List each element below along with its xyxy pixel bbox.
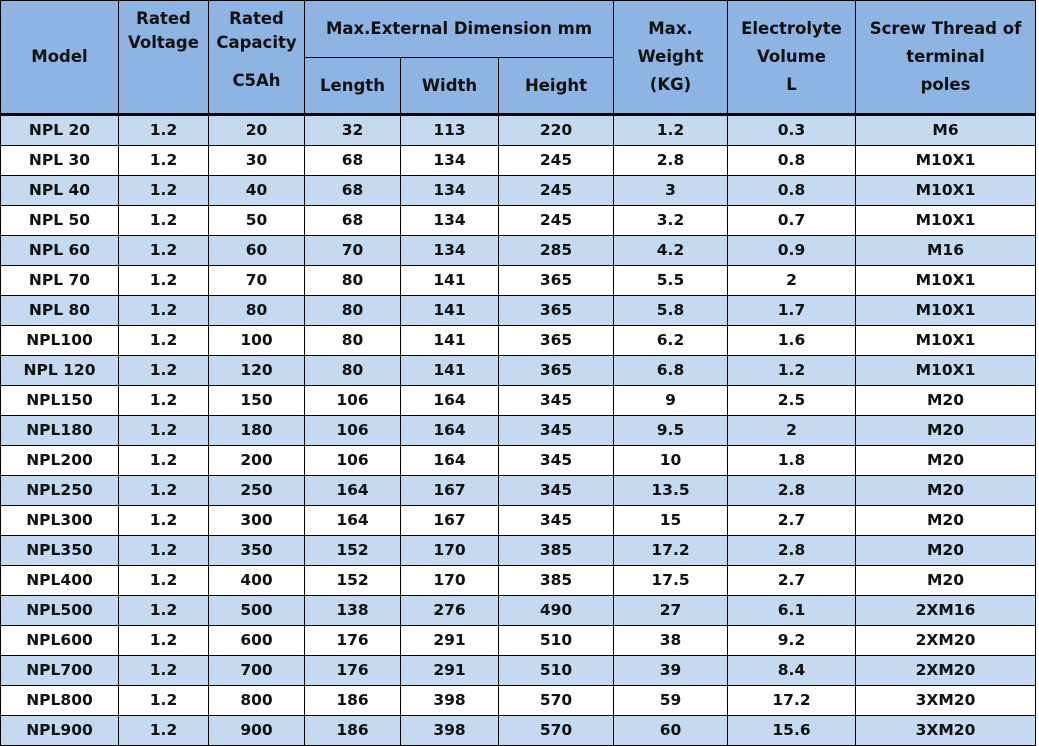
- table-row: [1, 566, 1036, 596]
- cell-electrolyte: 0.8: [728, 146, 856, 176]
- cell-voltage: 1.2: [119, 656, 209, 686]
- cell-width: 167: [401, 506, 499, 536]
- cell-width: 276: [401, 596, 499, 626]
- cell-capacity: 800: [209, 686, 305, 716]
- cell-length: 32: [305, 115, 401, 146]
- cell-length: 68: [305, 146, 401, 176]
- cell-electrolyte: 6.1: [728, 596, 856, 626]
- cell-model: NPL200: [1, 446, 119, 476]
- cell-length: 176: [305, 626, 401, 656]
- table-row: [1, 446, 1036, 476]
- cell-capacity: 80: [209, 296, 305, 326]
- cell-height: 345: [499, 506, 614, 536]
- cell-thread: M10X1: [856, 326, 1036, 356]
- cell-voltage: 1.2: [119, 566, 209, 596]
- table-row: [1, 596, 1036, 626]
- table-row: [1, 536, 1036, 566]
- cell-model: NPL350: [1, 536, 119, 566]
- cell-weight: 6.8: [614, 356, 728, 386]
- cell-height: 570: [499, 716, 614, 746]
- cell-voltage: 1.2: [119, 296, 209, 326]
- cell-weight: 13.5: [614, 476, 728, 506]
- cell-width: 134: [401, 146, 499, 176]
- table-row: [1, 146, 1036, 176]
- cell-model: NPL500: [1, 596, 119, 626]
- cell-model: NPL 30: [1, 146, 119, 176]
- cell-electrolyte: 2: [728, 266, 856, 296]
- header-height: Height: [499, 58, 614, 115]
- cell-length: 106: [305, 416, 401, 446]
- cell-capacity: 30: [209, 146, 305, 176]
- cell-electrolyte: 17.2: [728, 686, 856, 716]
- cell-electrolyte: 9.2: [728, 626, 856, 656]
- table-row: [1, 236, 1036, 266]
- cell-length: 152: [305, 536, 401, 566]
- cell-length: 106: [305, 386, 401, 416]
- cell-width: 398: [401, 686, 499, 716]
- cell-weight: 9: [614, 386, 728, 416]
- cell-height: 510: [499, 656, 614, 686]
- cell-length: 186: [305, 716, 401, 746]
- cell-capacity: 50: [209, 206, 305, 236]
- cell-height: 245: [499, 206, 614, 236]
- cell-capacity: 350: [209, 536, 305, 566]
- cell-thread: 3XM20: [856, 686, 1036, 716]
- cell-length: 152: [305, 566, 401, 596]
- cell-model: NPL700: [1, 656, 119, 686]
- cell-thread: M16: [856, 236, 1036, 266]
- cell-thread: M20: [856, 386, 1036, 416]
- cell-electrolyte: 2.8: [728, 476, 856, 506]
- cell-length: 164: [305, 506, 401, 536]
- cell-width: 170: [401, 566, 499, 596]
- cell-model: NPL180: [1, 416, 119, 446]
- cell-thread: M10X1: [856, 296, 1036, 326]
- cell-height: 385: [499, 566, 614, 596]
- cell-weight: 27: [614, 596, 728, 626]
- cell-voltage: 1.2: [119, 596, 209, 626]
- cell-electrolyte: 1.7: [728, 296, 856, 326]
- cell-thread: M20: [856, 476, 1036, 506]
- cell-voltage: 1.2: [119, 416, 209, 446]
- cell-weight: 4.2: [614, 236, 728, 266]
- cell-electrolyte: 0.8: [728, 176, 856, 206]
- cell-model: NPL150: [1, 386, 119, 416]
- cell-capacity: 100: [209, 326, 305, 356]
- cell-model: NPL100: [1, 326, 119, 356]
- table-row: [1, 416, 1036, 446]
- cell-weight: 3: [614, 176, 728, 206]
- cell-height: 365: [499, 326, 614, 356]
- cell-height: 510: [499, 626, 614, 656]
- table-row: [1, 206, 1036, 236]
- cell-electrolyte: 0.9: [728, 236, 856, 266]
- cell-height: 285: [499, 236, 614, 266]
- cell-electrolyte: 2.7: [728, 566, 856, 596]
- cell-length: 80: [305, 356, 401, 386]
- cell-voltage: 1.2: [119, 176, 209, 206]
- cell-electrolyte: 2.7: [728, 506, 856, 536]
- cell-weight: 5.8: [614, 296, 728, 326]
- cell-height: 365: [499, 266, 614, 296]
- cell-thread: M20: [856, 566, 1036, 596]
- cell-width: 134: [401, 236, 499, 266]
- cell-model: NPL 50: [1, 206, 119, 236]
- header-max-dimension: Max.External Dimension mm: [305, 1, 614, 58]
- cell-height: 365: [499, 356, 614, 386]
- cell-electrolyte: 2.8: [728, 536, 856, 566]
- cell-weight: 5.5: [614, 266, 728, 296]
- cell-model: NPL 60: [1, 236, 119, 266]
- cell-voltage: 1.2: [119, 686, 209, 716]
- header-length: Length: [305, 58, 401, 115]
- cell-electrolyte: 15.6: [728, 716, 856, 746]
- table-row: [1, 115, 1036, 146]
- cell-voltage: 1.2: [119, 386, 209, 416]
- cell-height: 245: [499, 146, 614, 176]
- cell-voltage: 1.2: [119, 446, 209, 476]
- cell-height: 345: [499, 416, 614, 446]
- cell-width: 113: [401, 115, 499, 146]
- cell-height: 345: [499, 446, 614, 476]
- cell-weight: 17.5: [614, 566, 728, 596]
- header-rated-voltage: Rated Voltage: [119, 1, 209, 115]
- table-row: [1, 506, 1036, 536]
- cell-width: 164: [401, 446, 499, 476]
- table-row: [1, 626, 1036, 656]
- cell-model: NPL 40: [1, 176, 119, 206]
- cell-width: 164: [401, 416, 499, 446]
- cell-model: NPL800: [1, 686, 119, 716]
- cell-width: 141: [401, 296, 499, 326]
- cell-height: 570: [499, 686, 614, 716]
- cell-width: 291: [401, 626, 499, 656]
- cell-capacity: 300: [209, 506, 305, 536]
- cell-electrolyte: 2.5: [728, 386, 856, 416]
- cell-electrolyte: 2: [728, 416, 856, 446]
- cell-capacity: 200: [209, 446, 305, 476]
- cell-width: 141: [401, 326, 499, 356]
- cell-thread: M10X1: [856, 176, 1036, 206]
- header-screw-thread: Screw Thread of terminal poles: [856, 1, 1036, 115]
- cell-height: 385: [499, 536, 614, 566]
- cell-voltage: 1.2: [119, 716, 209, 746]
- cell-model: NPL400: [1, 566, 119, 596]
- cell-height: 365: [499, 296, 614, 326]
- table-body: [1, 115, 1036, 746]
- cell-length: 70: [305, 236, 401, 266]
- table-row: [1, 656, 1036, 686]
- cell-capacity: 700: [209, 656, 305, 686]
- cell-thread: M10X1: [856, 356, 1036, 386]
- table-row: [1, 296, 1036, 326]
- cell-voltage: 1.2: [119, 115, 209, 146]
- cell-model: NPL 120: [1, 356, 119, 386]
- cell-length: 80: [305, 326, 401, 356]
- header-model: Model: [1, 1, 119, 115]
- cell-electrolyte: 1.2: [728, 356, 856, 386]
- cell-capacity: 40: [209, 176, 305, 206]
- cell-height: 220: [499, 115, 614, 146]
- cell-height: 490: [499, 596, 614, 626]
- cell-length: 186: [305, 686, 401, 716]
- cell-width: 134: [401, 206, 499, 236]
- cell-weight: 15: [614, 506, 728, 536]
- cell-length: 106: [305, 446, 401, 476]
- cell-voltage: 1.2: [119, 626, 209, 656]
- cell-weight: 9.5: [614, 416, 728, 446]
- cell-length: 138: [305, 596, 401, 626]
- cell-electrolyte: 0.3: [728, 115, 856, 146]
- header-max-weight: Max. Weight (KG): [614, 1, 728, 115]
- cell-electrolyte: 1.8: [728, 446, 856, 476]
- cell-capacity: 180: [209, 416, 305, 446]
- cell-weight: 1.2: [614, 115, 728, 146]
- cell-model: NPL 70: [1, 266, 119, 296]
- cell-voltage: 1.2: [119, 266, 209, 296]
- table-row: [1, 686, 1036, 716]
- cell-voltage: 1.2: [119, 506, 209, 536]
- cell-capacity: 500: [209, 596, 305, 626]
- table-row: [1, 176, 1036, 206]
- cell-capacity: 20: [209, 115, 305, 146]
- cell-weight: 10: [614, 446, 728, 476]
- cell-thread: M20: [856, 446, 1036, 476]
- cell-voltage: 1.2: [119, 356, 209, 386]
- cell-model: NPL600: [1, 626, 119, 656]
- cell-capacity: 400: [209, 566, 305, 596]
- cell-length: 164: [305, 476, 401, 506]
- cell-width: 291: [401, 656, 499, 686]
- cell-electrolyte: 0.7: [728, 206, 856, 236]
- cell-weight: 59: [614, 686, 728, 716]
- cell-weight: 3.2: [614, 206, 728, 236]
- cell-model: NPL 80: [1, 296, 119, 326]
- cell-electrolyte: 8.4: [728, 656, 856, 686]
- cell-thread: 3XM20: [856, 716, 1036, 746]
- header-rated-capacity: Rated Capacity C5Ah: [209, 1, 305, 115]
- cell-length: 68: [305, 206, 401, 236]
- cell-width: 141: [401, 266, 499, 296]
- cell-length: 68: [305, 176, 401, 206]
- cell-thread: 2XM20: [856, 656, 1036, 686]
- cell-capacity: 150: [209, 386, 305, 416]
- cell-capacity: 70: [209, 266, 305, 296]
- cell-model: NPL 20: [1, 115, 119, 146]
- table-row: [1, 386, 1036, 416]
- cell-height: 345: [499, 386, 614, 416]
- cell-height: 345: [499, 476, 614, 506]
- cell-thread: 2XM16: [856, 596, 1036, 626]
- header-electrolyte-volume: Electrolyte Volume L: [728, 1, 856, 115]
- cell-voltage: 1.2: [119, 236, 209, 266]
- table-header: [1, 1, 1036, 115]
- cell-width: 134: [401, 176, 499, 206]
- cell-voltage: 1.2: [119, 476, 209, 506]
- cell-thread: M20: [856, 506, 1036, 536]
- cell-model: NPL250: [1, 476, 119, 506]
- table-row: [1, 326, 1036, 356]
- cell-capacity: 120: [209, 356, 305, 386]
- cell-length: 80: [305, 296, 401, 326]
- cell-thread: M6: [856, 115, 1036, 146]
- table-row: [1, 476, 1036, 506]
- cell-model: NPL300: [1, 506, 119, 536]
- table-row: [1, 716, 1036, 746]
- cell-capacity: 250: [209, 476, 305, 506]
- table-row: [1, 266, 1036, 296]
- cell-weight: 60: [614, 716, 728, 746]
- cell-thread: M10X1: [856, 266, 1036, 296]
- cell-electrolyte: 1.6: [728, 326, 856, 356]
- cell-thread: M20: [856, 416, 1036, 446]
- cell-width: 398: [401, 716, 499, 746]
- header-width: Width: [401, 58, 499, 115]
- table-row: [1, 356, 1036, 386]
- cell-voltage: 1.2: [119, 206, 209, 236]
- cell-length: 176: [305, 656, 401, 686]
- cell-weight: 39: [614, 656, 728, 686]
- cell-length: 80: [305, 266, 401, 296]
- cell-weight: 2.8: [614, 146, 728, 176]
- cell-capacity: 600: [209, 626, 305, 656]
- cell-weight: 17.2: [614, 536, 728, 566]
- cell-width: 167: [401, 476, 499, 506]
- cell-height: 245: [499, 176, 614, 206]
- cell-voltage: 1.2: [119, 536, 209, 566]
- cell-weight: 38: [614, 626, 728, 656]
- cell-weight: 6.2: [614, 326, 728, 356]
- cell-thread: M10X1: [856, 206, 1036, 236]
- cell-thread: M20: [856, 536, 1036, 566]
- cell-voltage: 1.2: [119, 146, 209, 176]
- cell-voltage: 1.2: [119, 326, 209, 356]
- cell-thread: M10X1: [856, 146, 1036, 176]
- cell-width: 164: [401, 386, 499, 416]
- cell-capacity: 900: [209, 716, 305, 746]
- cell-model: NPL900: [1, 716, 119, 746]
- cell-width: 170: [401, 536, 499, 566]
- cell-width: 141: [401, 356, 499, 386]
- cell-thread: 2XM20: [856, 626, 1036, 656]
- cell-capacity: 60: [209, 236, 305, 266]
